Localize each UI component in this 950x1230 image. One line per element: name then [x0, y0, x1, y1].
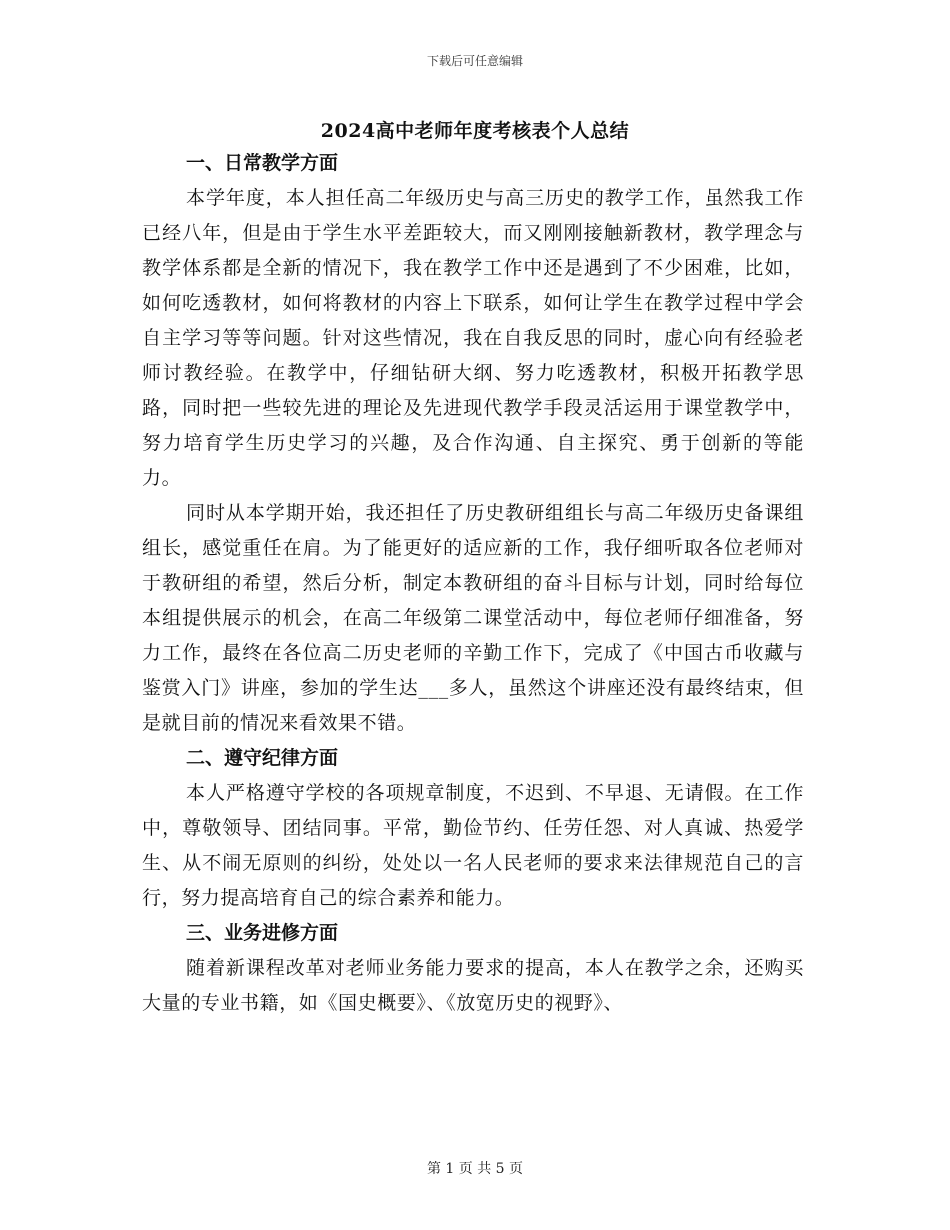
paragraph-teaching-1: 本学年度，本人担任高二年级历史与高三历史的教学工作，虽然我工作已经八年，但是由于学生水平差距较大，而又刚刚接触新教材，教学理念与教学体系都是全新的情况下，我在教学工作中还是遇到了不少困难，比如，如何吃透教材，如何将教材的内容上下联系，如何让学生在教学过程中学会自主学习等等问题。针对这些情况，我在自我反思的同时，虚心向有经验老师讨教经验。在教学中，仔细钻研大纲、努力吃透教材，积极开拓教学思路，同时把一些较先进的理论及先进现代教学手段灵活运用于课堂教学中，努力培育学生历史学习的兴趣，及合作沟通、自主探究、勇于创新的等能力。 — [142, 187, 804, 489]
section-heading-teaching: 一、日常教学方面 — [186, 152, 339, 174]
header-note: 下载后可任意编辑 — [426, 54, 523, 68]
section-heading-study: 三、业务进修方面 — [186, 922, 339, 944]
paragraph-discipline: 本人严格遵守学校的各项规章制度，不迟到、不早退、无请假。在工作中，尊敬领导、团结同事。平常，勤俭节约、任劳任怨、对人真诚、热爱学生、从不闹无原则的纠纷，处处以一名人民老师的要求来法律规范自己的言行，努力提高培育自己的综合素养和能力。 — [142, 782, 804, 909]
page-footer: 第 1 页 共 5 页 — [426, 1161, 524, 1177]
paragraph-study: 随着新课程改革对老师业务能力要求的提高，本人在教学之余，还购买大量的专业书籍，如《国史概要》、《放宽历史的视野》、 — [142, 957, 804, 1014]
document-body — [142, 146, 804, 1021]
document-title: 2024高中老师年度考核表个人总结 — [320, 120, 630, 142]
section-heading-discipline: 二、遵守纪律方面 — [186, 747, 339, 769]
paragraph-teaching-2: 同时从本学期开始，我还担任了历史教研组组长与高二年级历史备课组组长，感觉重任在肩。为了能更好的适应新的工作，我仔细听取各位老师对于教研组的希望，然后分析，制定本教研组的奋斗目标与计划，同时给每位本组提供展示的机会，在高二年级第二课堂活动中，每位老师仔细准备，努力工作，最终在各位高二历史老师的辛勤工作下，完成了《中国古币收藏与鉴赏入门》讲座，参加的学生达___多人，虽然这个讲座还没有最终结束，但是就目前的情况来看效果不错。 — [142, 502, 804, 734]
